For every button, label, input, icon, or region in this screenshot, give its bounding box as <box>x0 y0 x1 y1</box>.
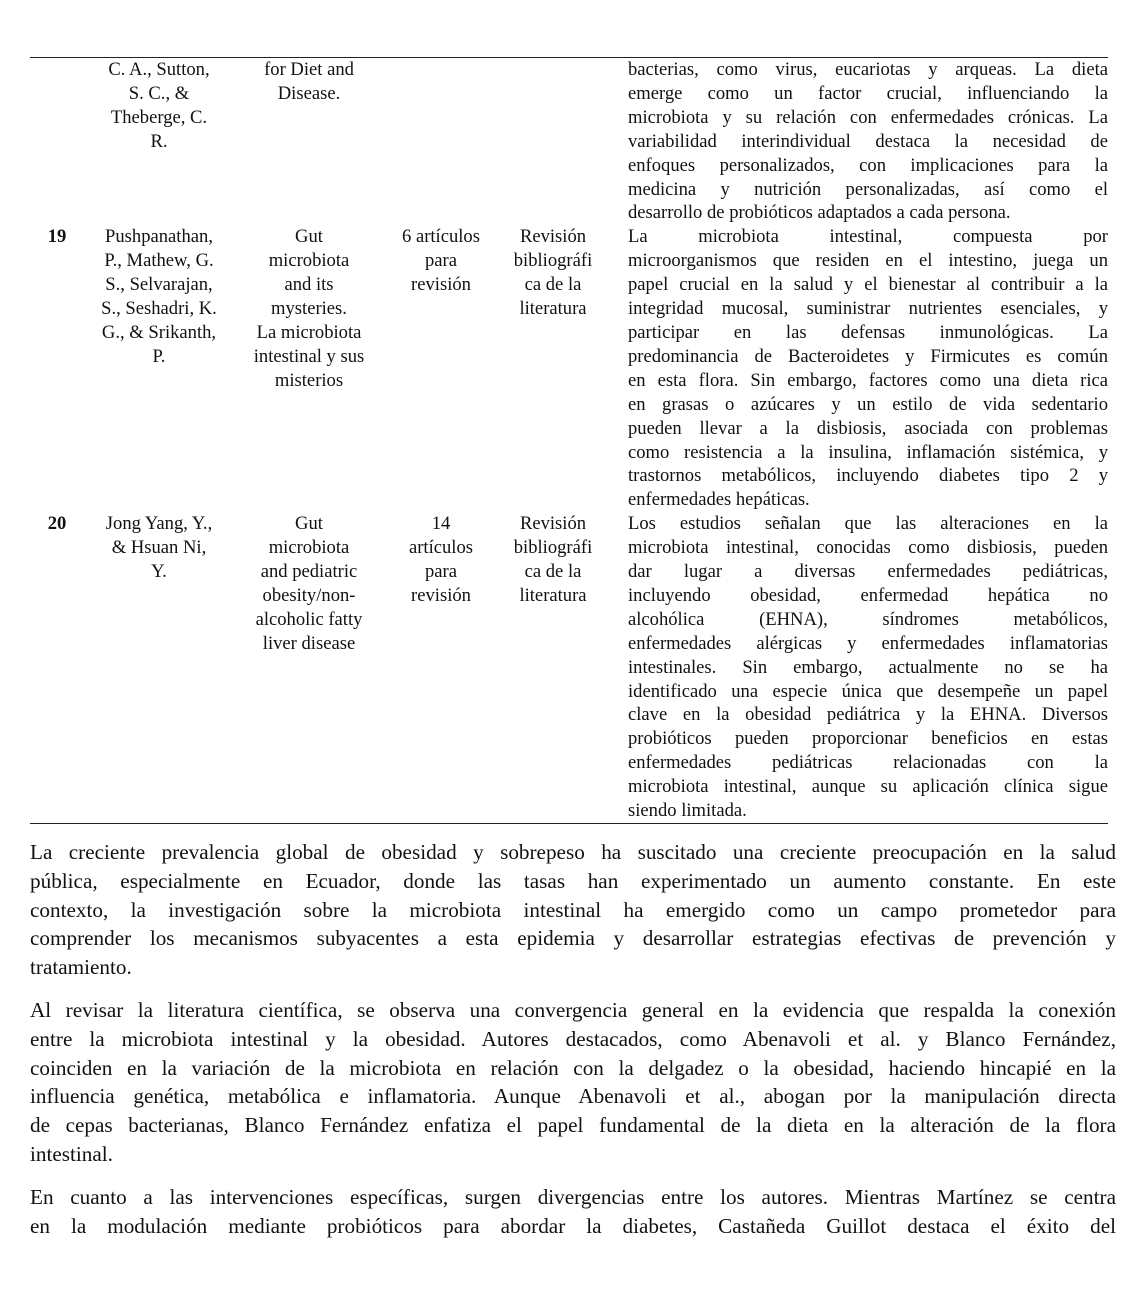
results-line: integridad mucosal, suministrar nutrientes esenciales, y <box>628 298 1108 320</box>
title-cell-line: obesity/non- <box>262 584 356 606</box>
results-line: microbiota intestinal, aunque su aplicación clínica sigue <box>628 776 1108 798</box>
results-line: pueden llevar a la disbiosis, asociada con problemas <box>628 417 1108 439</box>
paragraph-line: pública, especialmente en Ecuador, donde las tasas han experimentado un aumento constante. En este <box>30 868 1116 893</box>
authors-cell <box>84 512 234 823</box>
authors-cell-line: P. <box>152 345 166 367</box>
sample-cell <box>384 225 498 512</box>
sample-cell-line: revisión <box>411 274 471 296</box>
authors-cell-line: G., & Srikanth, <box>101 321 217 343</box>
body-paragraph <box>30 838 1116 982</box>
authors-cell-line: & Hsuan Ni, <box>111 537 207 559</box>
title-cell-line: microbiota <box>268 537 350 559</box>
title-cell-line: for Diet and <box>264 59 354 80</box>
sample-cell-line: 6 artículos <box>402 226 480 248</box>
results-line: alcohólica (EHNA), síndromes metabólicos, <box>628 608 1108 630</box>
results-line: papel crucial en la salud y el bienestar al contribuir a la <box>628 274 1108 296</box>
title-cell <box>234 58 384 226</box>
study-type-cell <box>498 512 608 823</box>
study-type-cell-line: Revisión <box>519 513 587 535</box>
authors-cell-line: Theberge, C. <box>110 106 208 128</box>
authors-cell-line: S., Seshadri, K. <box>101 298 217 320</box>
paragraph-line: comprender los mecanismos subyacentes a esta epidemia y desarrollar estrategias efectivas de prevención y <box>30 926 1116 951</box>
results-line: enfermedades alérgicas y enfermedades inflamatorias <box>628 632 1108 654</box>
results-line: variabilidad interindividual destaca la necesidad de <box>628 130 1108 152</box>
results-line: enfermedades hepáticas. <box>628 489 810 511</box>
spacer-cell <box>608 225 628 512</box>
title-cell-line: Disease. <box>277 82 341 104</box>
paragraph-line: de cepas bacterianas, Blanco Fernández enfatiza el papel fundamental de la dieta en la alteración de la flora <box>30 1113 1116 1138</box>
results-line: en esta flora. Sin embargo, factores como una dieta rica <box>628 369 1108 391</box>
body-paragraph <box>30 996 1116 1169</box>
paragraph-line: entre la microbiota intestinal y la obesidad. Autores destacados, como Abenavoli et al. y Blanco Fernández, <box>30 1026 1116 1051</box>
authors-cell <box>84 225 234 512</box>
paragraph-line: intestinal. <box>30 1141 113 1166</box>
results-cell <box>628 58 1108 226</box>
results-line: identificado una especie única que desempeñe un papel <box>628 680 1108 702</box>
paragraph-line: tratamiento. <box>30 955 132 980</box>
spacer-cell <box>608 512 628 823</box>
row-number <box>30 58 84 226</box>
study-type-cell-line: ca de la <box>524 561 582 583</box>
spacer-cell <box>608 58 628 226</box>
study-type-cell-line: literatura <box>519 298 587 320</box>
table-body <box>30 58 1108 824</box>
results-line: predominancia de Bacteroidetes y Firmicutes es común <box>628 345 1108 367</box>
results-line: medicina y nutrición personalizadas, así como el <box>628 178 1108 200</box>
title-cell-line: La microbiota <box>256 321 362 343</box>
table-row <box>30 512 1108 823</box>
discussion-text <box>30 838 1116 1240</box>
paragraph-line: En cuanto a las intervenciones específicas, surgen divergencias entre los autores. Mientras Martínez se centra <box>30 1184 1116 1209</box>
sample-cell-line: artículos <box>408 537 474 559</box>
paragraph-line: Al revisar la literatura científica, se observa una convergencia general en la evidencia que respalda la conexión <box>30 997 1116 1022</box>
results-line: microbiota intestinal, conocidas como disbiosis, pueden <box>628 537 1108 559</box>
results-line: microbiota y su relación con enfermedades crónicas. La <box>628 106 1108 128</box>
results-line: enfermedades pediátricas relacionadas con la <box>628 752 1108 774</box>
title-cell-line: and pediatric <box>260 561 358 583</box>
results-line: trastornos metabólicos, incluyendo diabetes tipo 2 y <box>628 465 1108 487</box>
authors-cell-line: P., Mathew, G. <box>104 250 214 272</box>
results-line: probióticos pueden proporcionar beneficios en estas <box>628 728 1108 750</box>
title-cell-line: alcoholic fatty <box>255 608 363 630</box>
sample-cell-line: para <box>425 561 457 583</box>
authors-cell <box>84 58 234 226</box>
title-cell-line: misterios <box>274 369 344 391</box>
results-line: enfoques personalizados, con implicaciones para la <box>628 154 1108 176</box>
study-type-cell-line: bibliográfi <box>513 250 593 272</box>
results-line: en grasas o azúcares y un estilo de vida sedentario <box>628 393 1108 415</box>
title-cell-line: mysteries. <box>271 298 347 320</box>
results-cell <box>628 512 1108 823</box>
sample-cell-line: para <box>425 250 457 272</box>
results-line: participar en las defensas inmunológicas. La <box>628 321 1108 343</box>
document-page <box>30 57 1116 1240</box>
body-paragraph <box>30 1183 1116 1241</box>
row-number: 19 <box>47 226 67 248</box>
authors-cell-line: Jong Yang, Y., <box>105 513 213 535</box>
results-line: intestinales. Sin embargo, actualmente no se ha <box>628 656 1108 678</box>
results-line: Los estudios señalan que las alteraciones en la <box>628 513 1108 535</box>
study-type-cell-line: Revisión <box>519 226 587 248</box>
row-number: 20 <box>47 513 67 535</box>
paragraph-line: influencia genética, metabólica e inflamatoria. Aunque Abenavoli et al., abogan por la manipulación directa <box>30 1084 1116 1109</box>
paragraph-line: La creciente prevalencia global de obesidad y sobrepeso ha suscitado una creciente preocupación en la salud <box>30 840 1116 864</box>
authors-cell-line: S. C., & <box>128 82 190 104</box>
results-line: bacterias, como virus, eucariotas y arqueas. La dieta <box>628 59 1108 80</box>
results-line: emerge como un factor crucial, influenciando la <box>628 82 1108 104</box>
authors-cell-line: R. <box>150 130 168 152</box>
authors-cell-line: Y. <box>151 561 167 583</box>
results-line: dar lugar a diversas enfermedades pediátricas, <box>628 561 1108 583</box>
study-type-cell-line: literatura <box>519 584 587 606</box>
sample-cell <box>384 58 498 226</box>
results-cell <box>628 225 1108 512</box>
sample-cell <box>384 512 498 823</box>
results-line: microorganismos que residen en el intestino, juega un <box>628 250 1108 272</box>
results-line: como resistencia a la insulina, inflamación sistémica, y <box>628 441 1108 463</box>
table-row <box>30 58 1108 226</box>
results-line: clave en la obesidad pediátrica y la EHNA. Diversos <box>628 704 1108 726</box>
title-cell-line: and its <box>284 274 334 296</box>
sample-cell-line: revisión <box>411 584 471 606</box>
authors-cell-line: C. A., Sutton, <box>108 59 210 80</box>
paragraph-line: contexto, la investigación sobre la microbiota intestinal ha emergido como un campo prometedor para <box>30 897 1116 922</box>
paragraph-line: en la modulación mediante probióticos para abordar la diabetes, Castañeda Guillot destaca el éxito del <box>30 1213 1116 1238</box>
sample-cell-line: 14 <box>431 513 451 535</box>
study-type-cell-line: bibliográfi <box>513 537 593 559</box>
results-line: La microbiota intestinal, compuesta por <box>628 226 1108 248</box>
title-cell-line: liver disease <box>262 632 356 654</box>
results-line: incluyendo obesidad, enfermedad hepática no <box>628 584 1108 606</box>
authors-cell-line: S., Selvarajan, <box>105 274 213 296</box>
paragraph-line: coinciden en la variación de la microbiota en relación con la delgadez o la obesidad, haciendo hincapié en la <box>30 1055 1116 1080</box>
study-type-cell <box>498 58 608 226</box>
title-cell <box>234 512 384 823</box>
authors-cell-line: Pushpanathan, <box>105 226 213 248</box>
results-line: siendo limitada. <box>628 800 747 822</box>
results-line: desarrollo de probióticos adaptados a cada persona. <box>628 202 1011 224</box>
title-cell-line: Gut <box>295 226 323 248</box>
table-row <box>30 225 1108 512</box>
title-cell-line: microbiota <box>268 250 350 272</box>
title-cell <box>234 225 384 512</box>
study-type-cell-line: ca de la <box>524 274 582 296</box>
literature-table <box>30 57 1108 824</box>
title-cell-line: intestinal y sus <box>253 345 365 367</box>
title-cell-line: Gut <box>295 513 323 535</box>
study-type-cell <box>498 225 608 512</box>
